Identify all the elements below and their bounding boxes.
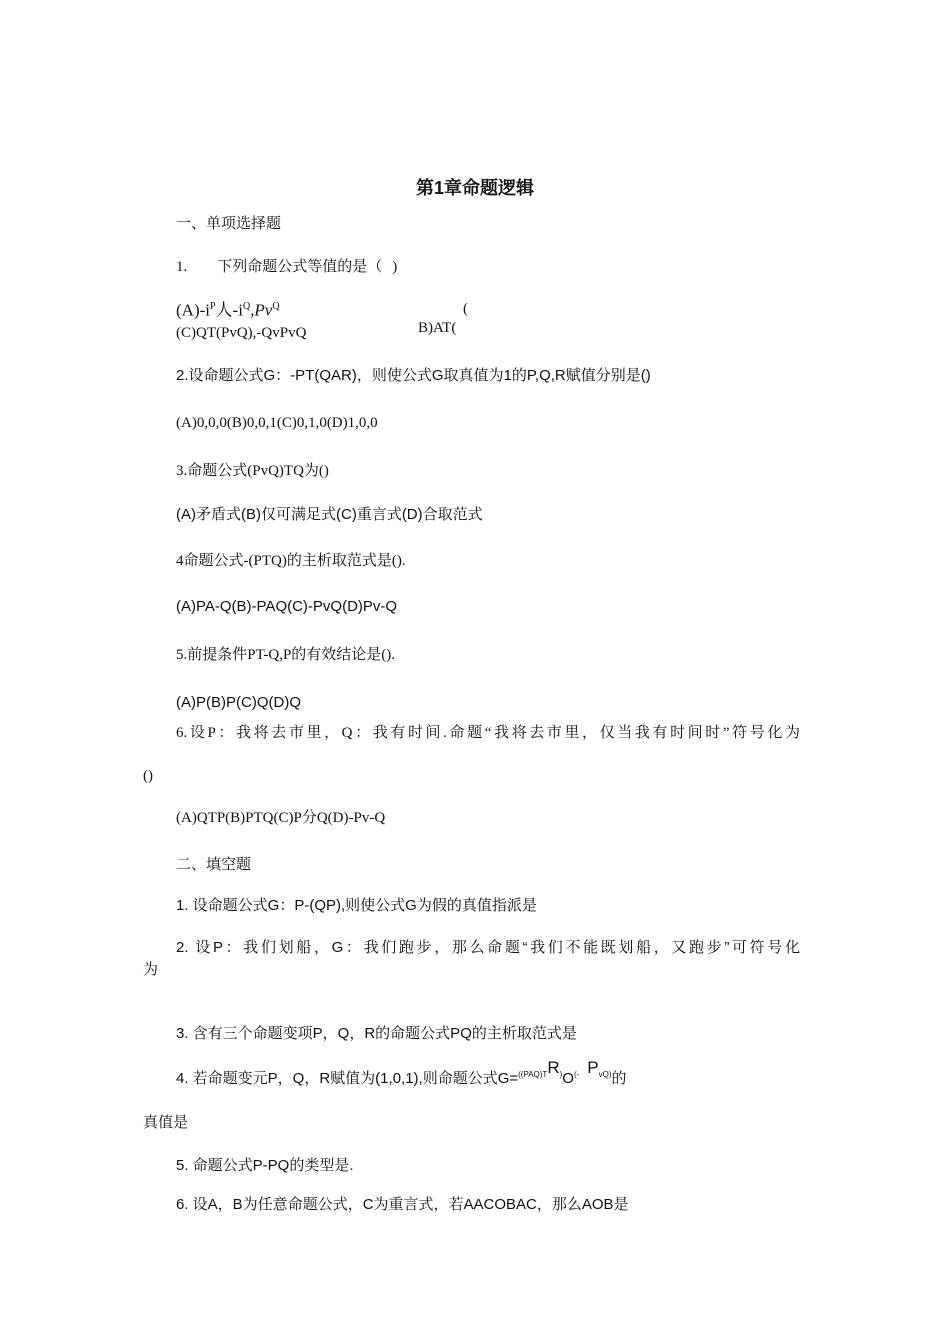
fill-question-2-continuation: 为 — [143, 961, 159, 978]
fill-question-2: 2. 设P：我们划船，G：我们跑步，那么命题“我们不能既划船，又跑步”可符号化 — [176, 939, 800, 956]
question-6-continuation: () — [143, 768, 153, 784]
section-heading-single-choice: 一、单项选择题 — [176, 216, 282, 232]
fill-question-4-continuation: 真值是 — [143, 1115, 189, 1131]
question-1-option-b: B)AT( — [418, 320, 457, 336]
fill-question-4: 4. 若命题变元P，Q，R赋值为(1,0,1),则命题公式G=$^{((PAQ)T}$R)O(- $P^{vQ)}$的 — [176, 1058, 627, 1087]
question-1-close: ) — [392, 259, 398, 275]
question-3: 3.命题公式(PvQ)TQ为() — [176, 463, 329, 479]
question-4: 4命题公式-(PTQ)的主析取范式是(). — [176, 553, 406, 569]
question-4-options: (A)PA-Q(B)-PAQ(C)-PvQ(D)Pv-Q — [176, 598, 398, 615]
question-1 — [176, 257, 397, 277]
question-1-option-a: $(A)-i^P$人$-i^Q,Pv^Q$ — [176, 300, 280, 320]
question-2-options: (A)0,0,0(B)0,0,1(C)0,1,0(D)1,0,0 — [176, 415, 378, 431]
question-1-option-b-paren: ( — [463, 301, 468, 317]
question-5: 5.前提条件PT-Q,P的有效结论是(). — [176, 647, 396, 663]
question-3-options: (A)矛盾式(B)仅可满足式(C)重言式(D)合取范式 — [176, 506, 483, 523]
question-1-text: 下列命题公式等值的是（ — [217, 259, 383, 275]
question-5-options: (A)P(B)P(C)Q(D)Q — [176, 694, 301, 711]
question-1-number: 1. — [176, 259, 188, 275]
question-2: 2.设命题公式G：-PT(QAR)，则使公式G取真值为1的P,Q,R赋值分别是() — [176, 367, 651, 384]
section-heading-fill-blank: 二、填空题 — [176, 857, 252, 873]
question-6-options: (A)QTP(B)PTQ(C)P分Q(D)-Pv-Q — [176, 810, 386, 826]
page-title: 第1章命题逻辑 — [415, 178, 534, 198]
fill-question-6: 6. 设A，B为任意命题公式，C为重言式，若AACOBAC，那么AOB是 — [176, 1196, 629, 1213]
question-1-option-c: (C)QT(PvQ),-QvPvQ — [176, 325, 307, 341]
fill-question-1: 1. 设命题公式G：P-(QP),则使公式G为假的真值指派是 — [176, 897, 537, 914]
fill-question-3: 3. 含有三个命题变项P，Q，R的命题公式PQ的主析取范式是 — [176, 1025, 577, 1042]
fill-question-5: 5. 命题公式P-PQ的类型是. — [176, 1157, 354, 1174]
question-6: 6.设P：我将去市里，Q：我有时间.命题“我将去市里，仅当我有时间时”符号化为 — [176, 725, 800, 741]
